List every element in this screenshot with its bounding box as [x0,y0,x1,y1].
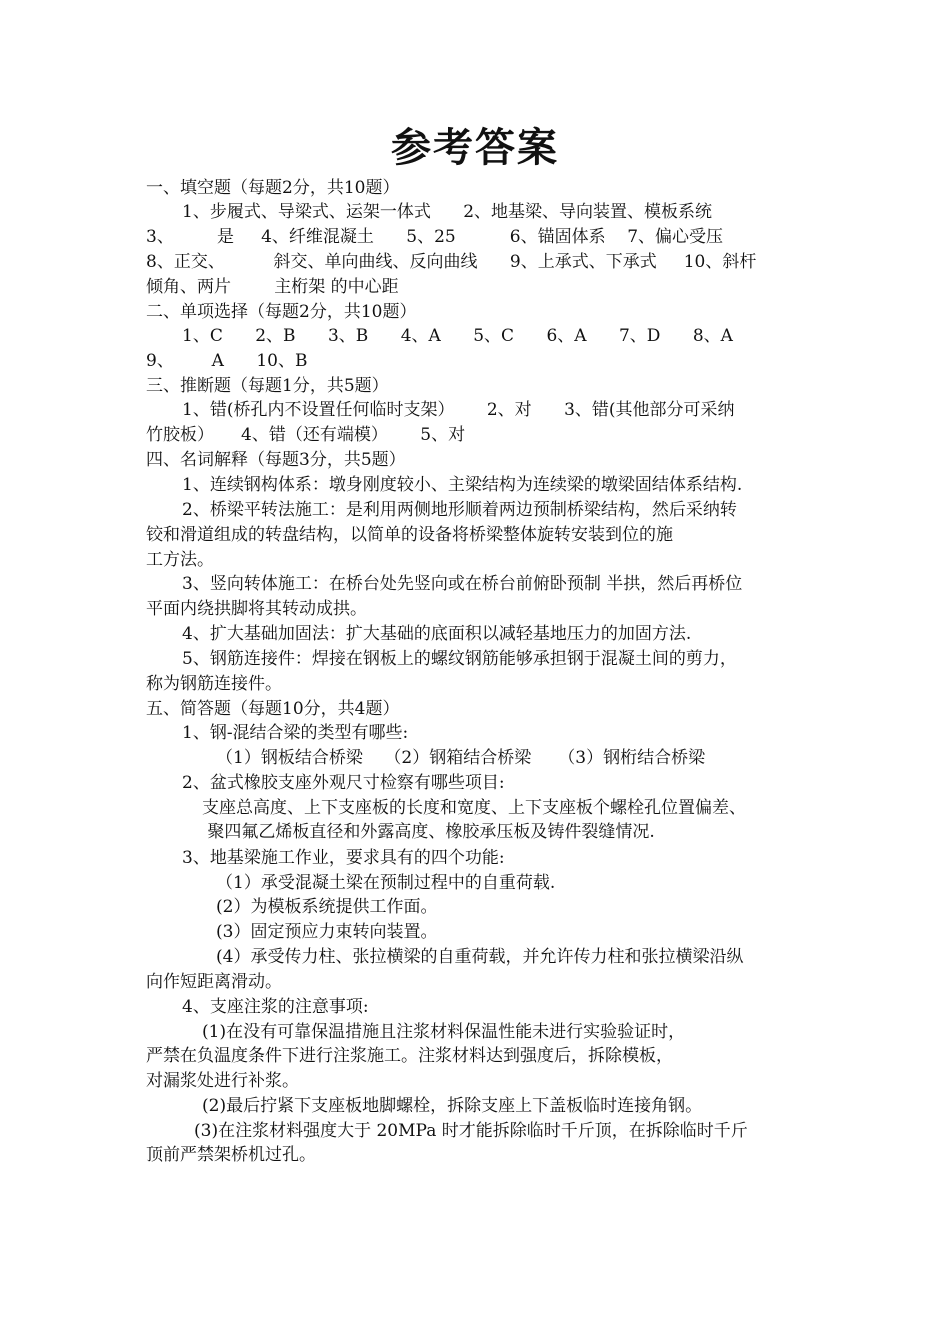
page-title: 参考答案 [391,124,559,171]
section-heading-judgement: 三、推断题（每题1分，共5题） [146,376,389,396]
answer-line: 聚四氟乙烯板直径和外露高度、橡胶承压板及铸件裂缝情况. [202,822,655,842]
answer-line: 平面内绕拱脚将其转动成拱。 [146,599,367,619]
answer-line: 4、扩大基础加固法：扩大基础的底面积以减轻基地压力的加固方法. [182,624,692,644]
answer-line: 3、 是 4、纤维混凝土 5、25 6、锚固体系 7、偏心受压 [146,227,724,247]
answer-line: 顶前严禁架桥机过孔。 [146,1145,316,1165]
answer-line: (2)最后拧紧下支座板地脚螺栓，拆除支座上下盖板临时连接角钢。 [202,1096,703,1116]
section-heading-term-definition: 四、名词解释（每题3分，共5题） [146,450,406,470]
answer-line: （1）承受混凝土梁在预制过程中的自重荷载. [216,873,556,893]
answer-line: 1、连续钢构体系：墩身刚度较小、主梁结构为连续梁的墩梁固结体系结构. [182,475,743,495]
answer-line: 严禁在负温度条件下进行注浆施工。注浆材料达到强度后，拆除模板， [146,1046,673,1066]
answer-line: 2、盆式橡胶支座外观尺寸检察有哪些项目: [182,773,505,793]
answer-line: (1)在没有可靠保温措施且注浆材料保温性能未进行实验验证时， [202,1022,686,1042]
answer-line: 1、钢-混结合梁的类型有哪些: [182,723,409,743]
answer-line: 4、支座注浆的注意事项: [182,997,369,1017]
answer-line: 2、桥梁平转法施工：是利用两侧地形顺着两边预制桥梁结构，然后采纳转 [182,500,737,520]
answer-line: (3)在注浆材料强度大于 20MPa 时才能拆除临时千斤顶，在拆除临时千斤 [194,1121,748,1141]
answer-line: 对漏浆处进行补浆。 [146,1071,299,1091]
answer-line: (3）固定预应力束转向装置。 [216,922,438,942]
answer-line: 1、C 2、B 3、B 4、A 5、C 6、A 7、D 8、A [182,326,733,346]
answer-line: 8、正交、 斜交、单向曲线、反向曲线 9、上承式、下承式 10、斜杆 [146,252,757,272]
answer-line: 倾角、两片 主桁架 的中心距 [146,277,399,297]
answer-line: 铰和滑道组成的转盘结构，以简单的设备将桥梁整体旋转安装到位的施 [146,525,673,545]
answer-line: 9、 A 10、B [146,351,308,371]
answer-line: (4）承受传力柱、张拉横梁的自重荷载，并允许传力柱和张拉横梁沿纵 [216,947,744,967]
answer-line: 1、错(桥孔内不设置任何临时支架） 2、对 3、错(其他部分可采纳 [182,400,735,420]
answer-line: 5、钢筋连接件：焊接在钢板上的螺纹钢筋能够承担钢于混凝土间的剪力， [182,649,737,669]
answer-line: 工方法。 [146,550,214,570]
answer-line: (2）为模板系统提供工作面。 [216,897,438,917]
answer-line: 3、竖向转体施工：在桥台处先竖向或在桥台前俯卧预制 半拱，然后再桥位 [182,574,743,594]
section-heading-fill-blank: 一、填空题（每题2分，共10题） [146,178,400,198]
section-heading-short-answer: 五、简答题（每题10分，共4题） [146,699,400,719]
answer-line: 3、地基梁施工作业，要求具有的四个功能: [182,848,505,868]
answer-line: 称为钢筋连接件。 [146,674,282,694]
answer-line: 竹胶板） 4、错（还有端模） 5、对 [146,425,466,445]
answer-line: 向作短距离滑动。 [146,972,282,992]
answer-line: 支座总高度、上下支座板的长度和宽度、上下支座板个螺栓孔位置偏差、 [202,798,746,818]
answer-line: 1、步履式、导梁式、运架一体式 2、地基梁、导向装置、模板系统 [182,202,713,222]
answer-line: （1）钢板结合桥梁 （2）钢箱结合桥梁 （3）钢桁结合桥梁 [216,748,706,768]
section-heading-single-choice: 二、单项选择（每题2分，共10题） [146,302,417,322]
